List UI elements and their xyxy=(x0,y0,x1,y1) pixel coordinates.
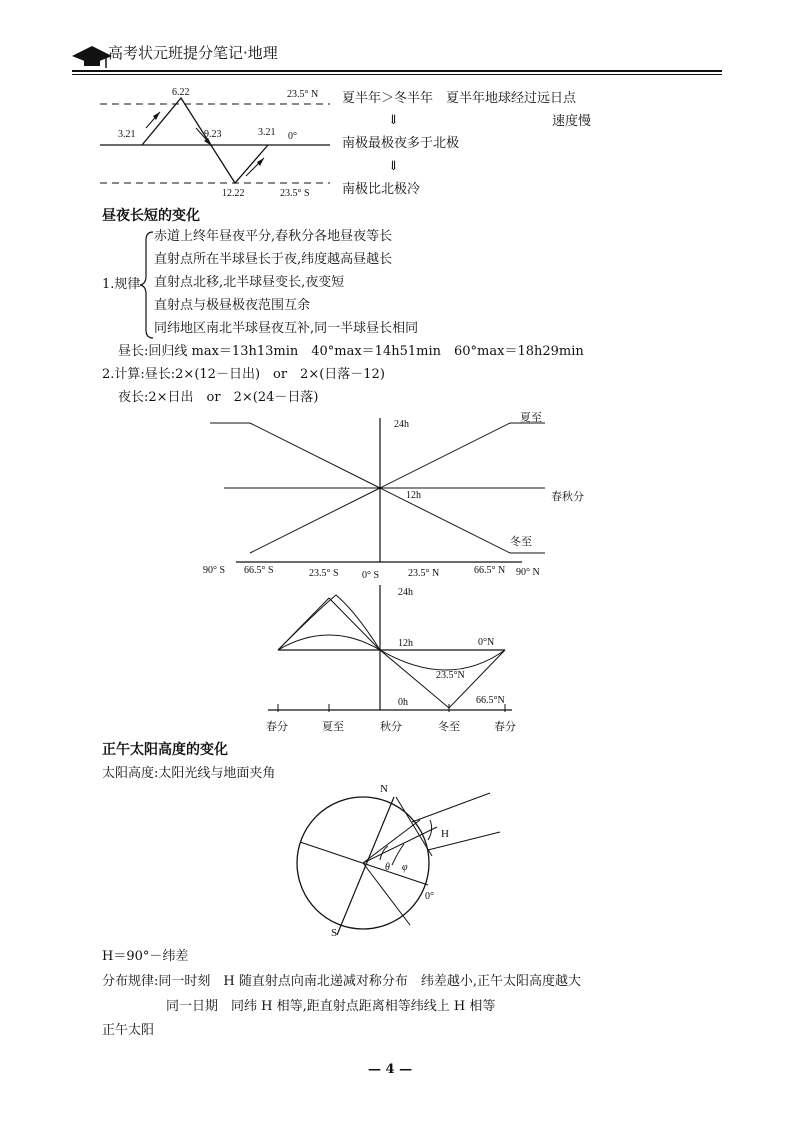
graph2-x-spring1: 春分 xyxy=(266,721,288,733)
rule-label: 1.规律 xyxy=(102,277,141,292)
graph2-y-bot: 0h xyxy=(398,697,408,708)
rule-2: 直射点所在半球昼长于夜,纬度越高昼越长 xyxy=(154,252,393,267)
graph1-x-90n: 90° N xyxy=(516,567,540,578)
graph2-x-winter: 冬至 xyxy=(438,721,460,733)
graph2-curve-235n: 23.5°N xyxy=(436,670,465,681)
distribution-rule-1: 分布规律:同一时刻 H 随直射点向南北递减对称分布 纬差越小,正午太阳高度越大 xyxy=(102,974,581,989)
note-line3: 南极比北极冷 xyxy=(342,182,421,197)
graph1-x-665n: 66.5° N xyxy=(474,565,506,576)
graph2-curve-0n: 0°N xyxy=(478,637,495,648)
noon-sun: 正午太阳 xyxy=(102,1023,155,1038)
orbit-bottom-date: 12.22 xyxy=(222,188,245,199)
graph1-x-665s: 66.5° S xyxy=(244,565,274,576)
daylength-max: 昼长:回归线 max＝13h13min 40°max＝14h51min 60°max＝18h29min xyxy=(118,344,584,359)
graph1-y-top: 24h xyxy=(394,419,409,430)
graph1-x-90s: 90° S xyxy=(203,565,226,576)
graph1-x-0s: 0° S xyxy=(362,570,380,581)
calc-night: 夜长:2×日出 or 2×(24－日落) xyxy=(118,390,319,405)
rule-5: 同纬地区南北半球昼夜互补,同一半球昼长相同 xyxy=(154,321,419,336)
globe-angle-h: H xyxy=(441,828,449,840)
rule-1: 赤道上终年昼夜平分,春秋分各地昼夜等长 xyxy=(154,229,393,244)
note-arrow2: ⇓ xyxy=(388,159,399,174)
orbit-bottom-lat: 23.5° S xyxy=(280,188,310,199)
graph1-label-equinox: 春秋分 xyxy=(551,491,584,503)
orbit-mid-date: 9.23 xyxy=(204,129,222,140)
graph1-y-mid: 12h xyxy=(406,490,421,501)
graph1-label-winter: 冬至 xyxy=(510,536,532,548)
note-line2: 南极最极夜多于北极 xyxy=(342,136,460,151)
globe-theta: θ xyxy=(385,862,390,873)
graph2-y-mid: 12h xyxy=(398,638,413,649)
rule-3: 直射点北移,北半球昼变长,夜变短 xyxy=(154,275,345,290)
globe-phi: φ xyxy=(402,862,408,873)
section-heading-noon-sun: 正午太阳高度的变化 xyxy=(102,742,228,758)
orbit-left-date: 3.21 xyxy=(118,129,136,140)
orbit-top-lat: 23.5° N xyxy=(287,89,319,100)
note-arrow1: ⇓ xyxy=(388,113,399,128)
graph2-y-top: 24h xyxy=(398,587,413,598)
h-formula: H＝90°－纬差 xyxy=(102,949,189,964)
note-line1b: 速度慢 xyxy=(552,114,592,129)
calc-day: 2.计算:昼长:2×(12－日出) or 2×(日落－12) xyxy=(102,367,385,382)
page-number: — 4 — xyxy=(368,1062,413,1077)
sun-altitude-definition: 太阳高度:太阳光线与地面夹角 xyxy=(102,766,276,781)
header-title: 高考状元班提分笔记·地理 xyxy=(108,44,278,62)
orbit-right-date: 3.21 xyxy=(258,127,276,138)
distribution-rule-2: 同一日期 同纬 H 相等,距直射点距离相等纬线上 H 相等 xyxy=(166,999,496,1014)
globe-north: N xyxy=(380,783,388,795)
section-heading-daylength: 昼夜长短的变化 xyxy=(102,208,200,224)
graph2-x-autumn: 秋分 xyxy=(380,721,402,733)
orbit-top-date: 6.22 xyxy=(172,87,190,98)
note-line1: 夏半年＞冬半年 夏半年地球经过远日点 xyxy=(342,91,577,106)
globe-south: S xyxy=(331,927,338,939)
orbit-eq-lat: 0° xyxy=(288,131,297,142)
graph1-label-summer: 夏至 xyxy=(520,412,542,424)
globe-equator: 0° xyxy=(425,891,434,902)
graph2-curve-665n: 66.5°N xyxy=(476,695,505,706)
graph2-x-summer: 夏至 xyxy=(322,721,344,733)
graph2-x-spring2: 春分 xyxy=(494,721,516,733)
graph1-x-235n: 23.5° N xyxy=(408,568,440,579)
rule-4: 直射点与极昼极夜范围互余 xyxy=(154,298,311,313)
graph1-x-235s: 23.5° S xyxy=(309,568,339,579)
